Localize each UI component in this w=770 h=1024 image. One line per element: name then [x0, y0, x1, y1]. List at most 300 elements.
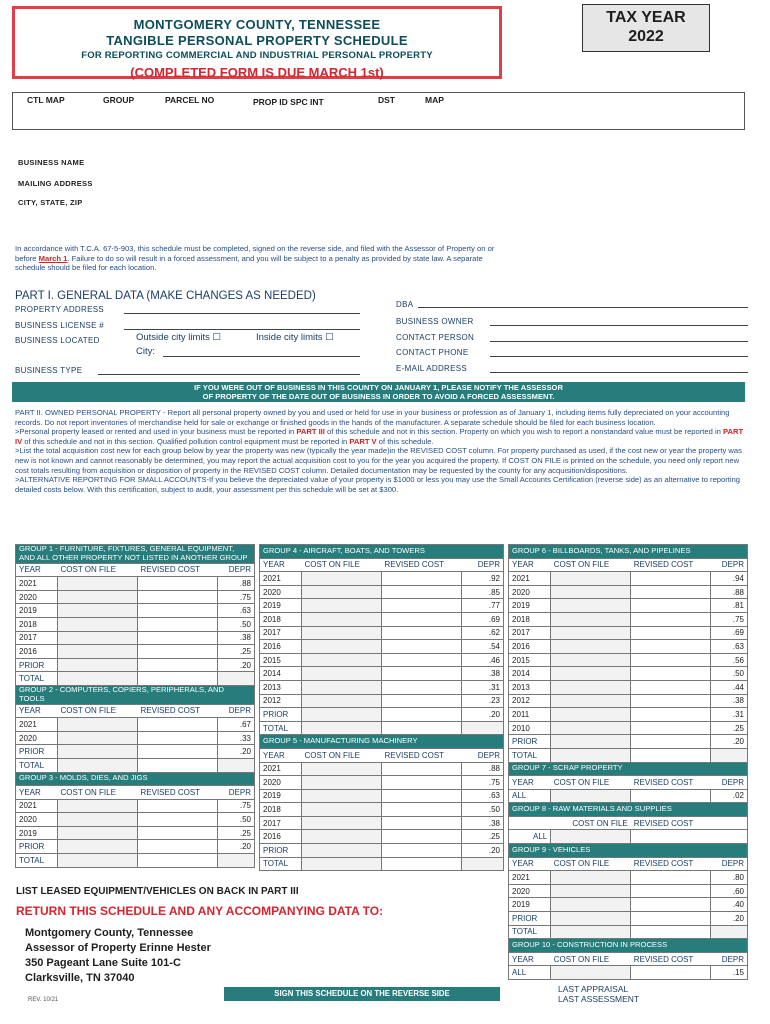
revised-cost-input[interactable] [631, 640, 711, 654]
year-cell: PRIOR [16, 658, 58, 672]
part2-instructions [15, 408, 745, 494]
contact-person-field[interactable] [490, 341, 748, 342]
table-row [509, 572, 748, 586]
total-revised-input[interactable] [631, 925, 711, 939]
table-row [260, 680, 504, 694]
dba-field[interactable] [418, 307, 748, 308]
year-cell: 2020 [16, 590, 58, 604]
cost-on-file-cell [302, 816, 382, 830]
revised-cost-input[interactable] [631, 626, 711, 640]
business-type-label: BUSINESS TYPE [15, 366, 83, 375]
revised-cost-input[interactable] [138, 631, 218, 645]
city-state-zip-label: CITY, STATE, ZIP [18, 198, 83, 207]
table-row [509, 680, 748, 694]
revised-cost-input[interactable] [631, 830, 748, 844]
total-label: TOTAL [260, 857, 302, 871]
cost-on-file-cell [551, 871, 631, 885]
group-8-all-row [509, 830, 748, 844]
cost-on-file-cell [551, 966, 631, 980]
depr-cell: .20 [711, 735, 748, 749]
cost-on-file-col: COST ON FILE [58, 704, 138, 718]
table-row [16, 631, 255, 645]
address-line-4: Clarksville, TN 37040 [25, 972, 135, 984]
total-cost-on-file [302, 857, 382, 871]
part2-p2e: of this schedule and not in this section. Qualified pollution control equipment must be reported in [22, 436, 350, 446]
total-revised-input[interactable] [631, 748, 711, 762]
year-cell: 2019 [16, 826, 58, 840]
revised-cost-input[interactable] [631, 708, 711, 722]
depr-cell: .50 [218, 813, 255, 827]
revised-cost-input[interactable] [631, 572, 711, 586]
table-row [509, 599, 748, 613]
table-row [509, 898, 748, 912]
cost-on-file-cell [302, 776, 382, 790]
total-revised-input[interactable] [138, 758, 218, 772]
group-10-column-header [509, 952, 748, 966]
group-3-column-header [16, 786, 255, 800]
cost-on-file-cell [551, 653, 631, 667]
cost-on-file-cell [302, 830, 382, 844]
cost-on-file-cell [551, 640, 631, 654]
cost-on-file-cell [551, 612, 631, 626]
revised-cost-input[interactable] [631, 789, 711, 803]
revised-cost-input[interactable] [138, 826, 218, 840]
year-cell: 2021 [260, 572, 302, 586]
cost-on-file-cell [58, 631, 138, 645]
depr-col: DEPR [711, 558, 748, 572]
property-address-label: PROPERTY ADDRESS [15, 305, 104, 314]
city-field[interactable] [163, 356, 360, 357]
out-of-business-banner [12, 382, 745, 402]
revised-cost-input[interactable] [382, 680, 462, 694]
revised-cost-input[interactable] [382, 640, 462, 654]
depr-cell: .75 [218, 590, 255, 604]
year-cell: 2014 [260, 667, 302, 681]
year-cell: 2015 [260, 653, 302, 667]
table-row [260, 803, 504, 817]
revised-cost-input[interactable] [631, 735, 711, 749]
schedule-title: TANGIBLE PERSONAL PROPERTY SCHEDULE [106, 33, 408, 48]
table-row [509, 735, 748, 749]
year-cell: 2018 [509, 612, 551, 626]
table-row [260, 789, 504, 803]
year-cell: 2012 [509, 694, 551, 708]
depr-cell: .63 [218, 604, 255, 618]
table-row [509, 694, 748, 708]
total-depr [218, 854, 255, 868]
total-depr [462, 721, 504, 735]
cost-on-file-cell [58, 718, 138, 732]
revised-cost-col: REVISED COST [382, 558, 462, 572]
business-located-label: BUSINESS LOCATED [15, 336, 100, 345]
revised-cost-input[interactable] [382, 612, 462, 626]
cost-on-file-col: COST ON FILE [302, 748, 382, 762]
cost-on-file-cell [302, 640, 382, 654]
intro-march: March 1 [38, 253, 68, 263]
depr-cell: .50 [462, 803, 504, 817]
table-row [260, 640, 504, 654]
property-address-field[interactable] [124, 313, 360, 314]
total-depr [218, 758, 255, 772]
outside-city-checkbox[interactable]: Outside city limits ☐ [136, 332, 222, 343]
table-row [16, 645, 255, 659]
total-label: TOTAL [509, 748, 551, 762]
revised-cost-input[interactable] [382, 599, 462, 613]
year-cell: PRIOR [260, 708, 302, 722]
table-row [16, 731, 255, 745]
all-label: ALL [509, 789, 551, 803]
inside-city-checkbox[interactable]: Inside city limits ☐ [256, 332, 334, 343]
depr-cell: .38 [218, 631, 255, 645]
depr-col: DEPR [218, 786, 255, 800]
year-cell: 2019 [16, 604, 58, 618]
revised-cost-col: REVISED COST [138, 563, 218, 577]
depr-cell: .40 [711, 898, 748, 912]
table-row [509, 708, 748, 722]
revised-cost-input[interactable] [382, 585, 462, 599]
title-box [12, 6, 502, 79]
group-4-total-row [260, 721, 504, 735]
year-cell: 2019 [509, 898, 551, 912]
revised-cost-input[interactable] [382, 762, 462, 776]
revised-cost-input[interactable] [631, 694, 711, 708]
table-row [509, 912, 748, 926]
cost-on-file-cell [551, 585, 631, 599]
year-cell: 2019 [260, 599, 302, 613]
group-1-column-header [16, 563, 255, 577]
table-row [16, 813, 255, 827]
group-2-title: GROUP 2 - COMPUTERS, COPIERS, PERIPHERALS, AND TOOLS [16, 685, 255, 704]
table-row [260, 762, 504, 776]
cost-on-file-cell [58, 745, 138, 759]
year-cell: 2016 [509, 640, 551, 654]
depr-cell: .38 [462, 667, 504, 681]
table-row [260, 844, 504, 858]
cost-on-file-col: COST ON FILE [551, 816, 631, 830]
revised-cost-input[interactable] [382, 694, 462, 708]
total-label: TOTAL [16, 758, 58, 772]
year-cell: PRIOR [16, 840, 58, 854]
depr-cell: .38 [462, 816, 504, 830]
revised-cost-input[interactable] [138, 718, 218, 732]
year-cell: 2020 [260, 585, 302, 599]
table-row [509, 721, 748, 735]
group-6-table [508, 544, 748, 980]
business-type-field[interactable] [98, 374, 360, 375]
address-line-1: Montgomery County, Tennessee [25, 927, 194, 939]
group-7-all-row [509, 789, 748, 803]
table-row [16, 840, 255, 854]
city-label: City: [136, 346, 155, 357]
cost-on-file-cell [58, 645, 138, 659]
address-line-2: Assessor of Property Erinne Hester [25, 942, 211, 954]
revised-cost-input[interactable] [138, 731, 218, 745]
cost-on-file-col: COST ON FILE [302, 558, 382, 572]
cost-on-file-cell [58, 577, 138, 591]
year-col: YEAR [16, 786, 58, 800]
year-col: YEAR [260, 558, 302, 572]
group-4-table [259, 544, 504, 871]
year-cell: 2020 [509, 884, 551, 898]
revised-cost-input[interactable] [631, 871, 711, 885]
table-row [260, 830, 504, 844]
year-cell: 2013 [509, 680, 551, 694]
intro-text-a: In accordance with T.C.A. 67-5-903, this schedule must be completed, signed on the reverse side, and filed with the Assessor of Property on or before [15, 244, 495, 263]
total-depr [218, 672, 255, 686]
cost-on-file-cell [58, 590, 138, 604]
revised-cost-input[interactable] [631, 599, 711, 613]
revised-cost-input[interactable] [382, 844, 462, 858]
part2-p2g: of this schedule. [376, 436, 434, 446]
group-1-title: GROUP 1 - FURNITURE, FIXTURES, GENERAL EQUIPMENT, AND ALL OTHER PROPERTY NOT LISTED IN ANOTHER GROUP [16, 545, 255, 564]
leased-equipment-note: LIST LEASED EQUIPMENT/VEHICLES ON BACK IN PART III [16, 886, 299, 897]
tax-year-value: 2022 [628, 28, 664, 45]
table-row [260, 653, 504, 667]
address-line-3: 350 Pageant Lane Suite 101-C [25, 957, 181, 969]
cost-on-file-cell [302, 844, 382, 858]
revised-cost-input[interactable] [382, 803, 462, 817]
cost-on-file-cell [551, 694, 631, 708]
year-cell: 2018 [260, 612, 302, 626]
total-label: TOTAL [16, 854, 58, 868]
part2-p2 [15, 427, 745, 446]
revised-cost-input[interactable] [631, 612, 711, 626]
revised-cost-input[interactable] [138, 645, 218, 659]
revised-cost-input[interactable] [631, 884, 711, 898]
year-col: YEAR [16, 563, 58, 577]
total-revised-input[interactable] [138, 854, 218, 868]
part5-ref: PART V [349, 436, 377, 446]
cost-on-file-cell [302, 803, 382, 817]
group-3-total-row [16, 854, 255, 868]
sign-reverse-banner: SIGN THIS SCHEDULE ON THE REVERSE SIDE [224, 987, 500, 1001]
assessor-address [25, 926, 211, 986]
year-cell: 2017 [260, 626, 302, 640]
revised-cost-input[interactable] [138, 577, 218, 591]
cost-on-file-cell [302, 680, 382, 694]
group-2-total-row [16, 758, 255, 772]
group-5-title: GROUP 5 - MANUFACTURING MACHINERY [260, 735, 504, 749]
year-cell: 2021 [16, 577, 58, 591]
cost-on-file-cell [551, 735, 631, 749]
year-cell: 2018 [16, 617, 58, 631]
depr-cell: .69 [462, 612, 504, 626]
last-assessment-label: LAST ASSESSMENT [558, 993, 640, 1004]
total-label: TOTAL [16, 672, 58, 686]
total-label: TOTAL [509, 925, 551, 939]
return-schedule-note: RETURN THIS SCHEDULE AND ANY ACCOMPANYING DATA TO: [16, 904, 384, 918]
revised-cost-col: REVISED COST [382, 748, 462, 762]
revised-cost-input[interactable] [382, 572, 462, 586]
revised-cost-input[interactable] [138, 745, 218, 759]
year-cell: 2011 [509, 708, 551, 722]
group-6-title: GROUP 6 - BILLBOARDS, TANKS, AND PIPELINES [509, 545, 748, 559]
group-label: GROUP [103, 95, 135, 105]
depr-cell: .33 [218, 731, 255, 745]
dba-label: DBA [396, 300, 414, 309]
table-row [509, 667, 748, 681]
group-6-total-row [509, 748, 748, 762]
cost-on-file-cell [551, 599, 631, 613]
tax-year-box [582, 4, 710, 52]
depr-cell: .25 [462, 830, 504, 844]
depr-cell: .02 [711, 789, 748, 803]
cost-on-file-cell [551, 830, 631, 844]
revised-cost-input[interactable] [382, 708, 462, 722]
revised-cost-input[interactable] [138, 604, 218, 618]
cost-on-file-cell [551, 898, 631, 912]
year-cell: 2021 [260, 762, 302, 776]
depr-cell: .88 [462, 762, 504, 776]
year-col: YEAR [509, 558, 551, 572]
depr-cell: .75 [218, 799, 255, 813]
revised-cost-input[interactable] [138, 617, 218, 631]
total-revised-input[interactable] [382, 721, 462, 735]
cost-on-file-cell [551, 789, 631, 803]
revised-cost-input[interactable] [631, 912, 711, 926]
part2-p1: PART II. OWNED PERSONAL PROPERTY - Report all personal property owned by you and used or held for use in your business or profession as of January 1, including items fully depreciated on your accounting records. Do not report inventories of merchandise held for sale or exchange or finished goods in the hands of the manufacturer. A separate schedule should be filed for each business location. [15, 408, 730, 427]
total-cost-on-file [58, 854, 138, 868]
year-cell: 2017 [509, 626, 551, 640]
depr-cell: .20 [218, 745, 255, 759]
revised-cost-input[interactable] [138, 590, 218, 604]
depr-cell: .31 [462, 680, 504, 694]
intro-text-b: . Failure to do so will result in a forced assessment, and you will be subject to a penalty as provided by state law. A separate schedule should be filed for each location. [15, 253, 483, 273]
revised-cost-input[interactable] [382, 830, 462, 844]
subtitle: FOR REPORTING COMMERCIAL AND INDUSTRIAL PERSONAL PROPERTY [81, 50, 433, 61]
total-revised-input[interactable] [382, 857, 462, 871]
revised-cost-input[interactable] [631, 721, 711, 735]
revised-cost-input[interactable] [382, 816, 462, 830]
depr-cell: .75 [462, 776, 504, 790]
depr-cell: .44 [711, 680, 748, 694]
depr-cell: .46 [462, 653, 504, 667]
business-name-label: BUSINESS NAME [18, 158, 85, 167]
year-cell: 2020 [16, 813, 58, 827]
revised-cost-input[interactable] [631, 898, 711, 912]
depr-cell: .67 [218, 718, 255, 732]
business-owner-field[interactable] [490, 325, 748, 326]
revised-cost-input[interactable] [631, 585, 711, 599]
part2-p4: >ALTERNATIVE REPORTING FOR SMALL ACCOUNTS-If you believe the depreciated value of your property is $1000 or less you may use the Small Accounts Certification (reverse side) as an alternative to reporting detailed costs below. With this certification, subject to audit, your assessment per this schedule will be set at $300. [15, 475, 741, 494]
ctl-map-box [12, 92, 745, 130]
year-cell: 2016 [260, 830, 302, 844]
year-cell: PRIOR [16, 745, 58, 759]
year-col: YEAR [509, 857, 551, 871]
revised-cost-input[interactable] [382, 789, 462, 803]
ctl-map-label: CTL MAP [27, 95, 65, 105]
revised-cost-input[interactable] [138, 840, 218, 854]
cost-on-file-col: COST ON FILE [551, 558, 631, 572]
revised-cost-input[interactable] [382, 653, 462, 667]
part1-title: PART I. GENERAL DATA (MAKE CHANGES AS NEEDED) [15, 290, 316, 302]
banner-line-2: OF PROPERTY OF THE DATE OUT OF BUSINESS IN ORDER TO AVOID A FORCED ASSESSMENT. [202, 392, 555, 401]
last-appraisal-label: LAST APPRAISAL [558, 984, 629, 994]
all-label: ALL [509, 966, 551, 980]
table-row [16, 617, 255, 631]
total-revised-input[interactable] [138, 672, 218, 686]
depr-cell: .88 [218, 577, 255, 591]
group-4-title: GROUP 4 - AIRCRAFT, BOATS, AND TOWERS [260, 545, 504, 559]
cost-on-file-cell [302, 694, 382, 708]
depr-cell: .20 [218, 840, 255, 854]
table-row [509, 871, 748, 885]
cost-on-file-cell [302, 626, 382, 640]
depr-cell: .80 [711, 871, 748, 885]
revision-label: REV. 10/21 [28, 997, 59, 1003]
depr-cell: .25 [711, 721, 748, 735]
cost-on-file-cell [551, 721, 631, 735]
table-row [509, 653, 748, 667]
depr-cell: .23 [462, 694, 504, 708]
depr-cell: .54 [462, 640, 504, 654]
cost-on-file-cell [302, 599, 382, 613]
year-col: YEAR [260, 748, 302, 762]
cost-on-file-cell [302, 667, 382, 681]
depr-cell: .62 [462, 626, 504, 640]
year-cell: 2021 [509, 871, 551, 885]
revised-cost-input[interactable] [138, 813, 218, 827]
tax-year-label: TAX YEAR [606, 9, 686, 26]
year-cell: 2020 [16, 731, 58, 745]
revised-cost-input[interactable] [382, 626, 462, 640]
year-cell: 2016 [260, 640, 302, 654]
part2-p2c: of this schedule and not in this section. Property on which you wish to report a nonstandard value must be reported in [324, 427, 723, 437]
revised-cost-col: REVISED COST [138, 704, 218, 718]
total-cost-on-file [58, 758, 138, 772]
depr-cell: .92 [462, 572, 504, 586]
revised-cost-input[interactable] [631, 680, 711, 694]
cost-on-file-cell [551, 680, 631, 694]
depr-cell: .69 [711, 626, 748, 640]
year-cell: PRIOR [509, 735, 551, 749]
year-cell: 2014 [509, 667, 551, 681]
revised-cost-input[interactable] [138, 658, 218, 672]
revised-cost-input[interactable] [382, 776, 462, 790]
email-field[interactable] [490, 372, 748, 373]
part2-p2a: >Personal property leased or rented and used in your business must be reported in [15, 427, 297, 437]
year-cell: 2017 [16, 631, 58, 645]
revised-cost-input[interactable] [631, 966, 711, 980]
contact-phone-field[interactable] [490, 356, 748, 357]
revised-cost-input[interactable] [138, 799, 218, 813]
group-8-title: GROUP 8 - RAW MATERIALS AND SUPPLIES [509, 803, 748, 817]
business-license-field[interactable] [124, 329, 360, 330]
table-row [260, 708, 504, 722]
depr-col: DEPR [462, 748, 504, 762]
revised-cost-input[interactable] [631, 653, 711, 667]
total-cost-on-file [58, 672, 138, 686]
table-row [260, 599, 504, 613]
table-row [16, 745, 255, 759]
group-4-column-header [260, 558, 504, 572]
map-label: MAP [425, 95, 444, 105]
cost-on-file-cell [58, 731, 138, 745]
group-9-column-header [509, 857, 748, 871]
total-depr [711, 925, 748, 939]
revised-cost-input[interactable] [631, 667, 711, 681]
total-cost-on-file [551, 748, 631, 762]
revised-cost-input[interactable] [382, 667, 462, 681]
table-row [509, 640, 748, 654]
table-row [260, 667, 504, 681]
part3-ref: PART III [296, 427, 325, 437]
year-cell: 2021 [509, 572, 551, 586]
total-depr [711, 748, 748, 762]
group-9-total-row [509, 925, 748, 939]
depr-col: DEPR [462, 558, 504, 572]
due-date: (COMPLETED FORM IS DUE MARCH 1st) [130, 65, 384, 80]
